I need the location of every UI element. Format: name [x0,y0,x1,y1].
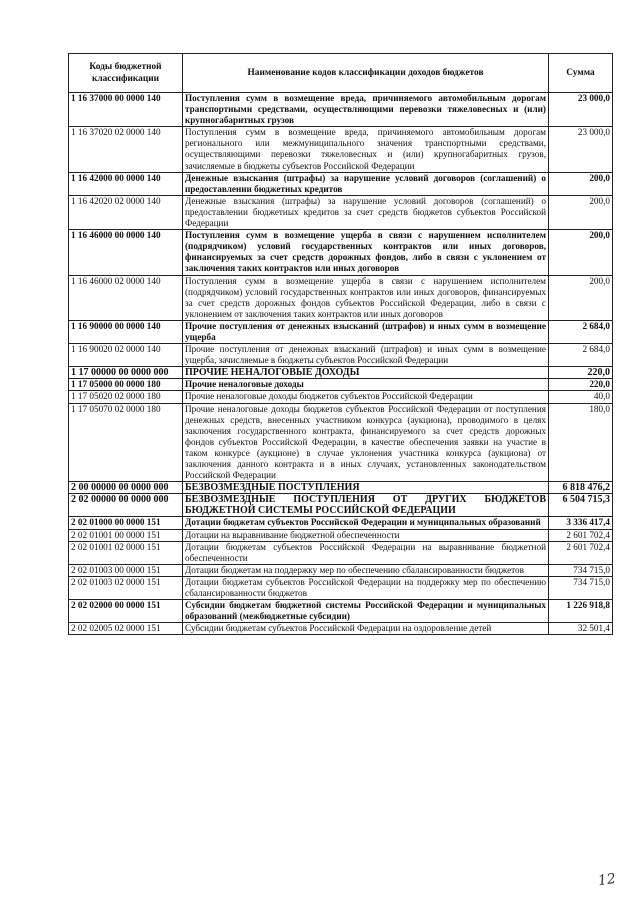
sum-cell: 734 715,0 [549,576,613,599]
header-sum: Сумма [549,54,613,93]
name-cell: Поступления сумм в возмещение ущерба в связи с нарушением исполнителем (подрядчиком) условий государственных контрактов или иных договоров, финансируемых за счет средств дорожных фондов субъектов Российской Федерации, либо в связи с уклонением от заключения таких контрактов или иных договоров [183,275,549,320]
code-cell: 2 02 00000 00 0000 000 [69,494,183,517]
code-cell: 2 02 02000 00 0000 151 [69,600,183,623]
sum-cell: 2 684,0 [549,320,613,343]
sum-cell: 734 715,0 [549,564,613,576]
code-cell: 1 16 37020 02 0000 140 [69,127,183,172]
name-cell: Дотации бюджетам на поддержку мер по обеспечению сбалансированности бюджетов [183,564,549,576]
code-cell: 2 02 01003 02 0000 151 [69,576,183,599]
table-row [69,623,613,635]
sum-cell: 23 000,0 [549,93,613,127]
name-cell: БЕЗВОЗМЕЗДНЫЕ ПОСТУПЛЕНИЯ [183,482,549,494]
sum-cell: 1 226 918,8 [549,600,613,623]
sum-cell: 6 818 476,2 [549,482,613,494]
name-cell: Прочие неналоговые доходы бюджетов субъектов Российской Федерации [183,391,549,403]
sum-cell: 200,0 [549,230,613,275]
code-cell: 1 16 46000 00 0000 140 [69,230,183,275]
sum-cell: 200,0 [549,172,613,195]
sum-cell: 2 601 702,4 [549,541,613,564]
name-cell: БЕЗВОЗМЕЗДНЫЕ ПОСТУПЛЕНИЯ ОТ ДРУГИХ БЮДЖЕТОВ БЮДЖЕТНОЙ СИСТЕМЫ РОССИЙСКОЙ ФЕДЕРАЦИИ [183,494,549,517]
name-cell: Дотации бюджетам субъектов Российской Федерации на поддержку мер по обеспечению сбалансированности бюджетов [183,576,549,599]
table-row [69,494,613,517]
name-cell: Дотации на выравнивание бюджетной обеспеченности [183,529,549,541]
sum-cell: 200,0 [549,195,613,229]
name-cell: Дотации бюджетам субъектов Российской Федерации и муниципальных образований [183,517,549,529]
table-header-row [69,54,613,93]
code-cell: 1 16 90020 02 0000 140 [69,344,183,367]
sum-cell: 3 336 417,4 [549,517,613,529]
sum-cell: 2 601 702,4 [549,529,613,541]
name-cell: Прочие поступления от денежных взысканий (штрафов) и иных сумм в возмещение ущерба, зачисляемые в бюджеты субъектов Российской Федерации [183,344,549,367]
table-row [69,93,613,127]
sum-cell: 200,0 [549,275,613,320]
table-body [69,93,613,635]
name-cell: Денежные взыскания (штрафы) за нарушение условий договоров (соглашений) о предоставлении бюджетных кредитов за счет средств бюджетов субъектов Российской Федерации [183,195,549,229]
name-cell: Субсидии бюджетам бюджетной системы Российской Федерации и муниципальных образований (межбюджетные субсидии) [183,600,549,623]
code-cell: 2 02 01003 00 0000 151 [69,564,183,576]
budget-revenue-table [68,53,613,635]
table-row [69,344,613,367]
code-cell: 1 17 05000 00 0000 180 [69,379,183,391]
table-row [69,379,613,391]
name-cell: Прочие неналоговые доходы бюджетов субъектов Российской Федерации от поступления денежных средств, внесенных участником конкурса (аукциона), проводимого в целях заключения государственного контракта, финансируемого за счет средств дорожных фондов субъектов Российской Федерации, в качестве обеспечения заявки на участие в таком конкурсе (аукционе) в случае уклонения участника конкурса (аукциона) от заключения данного контракта и в иных случаях, установленных законодательством Российской Федерации [183,403,549,482]
table-row [69,403,613,482]
code-cell: 2 02 01001 00 0000 151 [69,529,183,541]
table-row [69,230,613,275]
table-row [69,275,613,320]
table-row [69,195,613,229]
name-cell: Субсидии бюджетам субъектов Российской Федерации на оздоровление детей [183,623,549,635]
code-cell: 2 00 00000 00 0000 000 [69,482,183,494]
code-cell: 2 02 01001 02 0000 151 [69,541,183,564]
code-cell: 1 16 42020 02 0000 140 [69,195,183,229]
name-cell: Денежные взыскания (штрафы) за нарушение условий договоров (соглашений) о предоставлении бюджетных кредитов [183,172,549,195]
sum-cell: 23 000,0 [549,127,613,172]
sum-cell: 32 501,4 [549,623,613,635]
page-number: 12 [596,870,617,890]
name-cell: Поступления сумм в возмещение вреда, причиняемого автомобильным дорогам транспортными средствами, осуществляющими перевозки тяжеловесных и (или) крупногабаритных грузов [183,93,549,127]
table-row [69,367,613,379]
code-cell: 1 17 00000 00 0000 000 [69,367,183,379]
table-row [69,391,613,403]
table-row [69,576,613,599]
code-cell: 1 17 05020 02 0000 180 [69,391,183,403]
code-cell: 1 16 42000 00 0000 140 [69,172,183,195]
sum-cell: 220,0 [549,379,613,391]
name-cell: Дотации бюджетам субъектов Российской Федерации на выравнивание бюджетной обеспеченности [183,541,549,564]
code-cell: 1 17 05070 02 0000 180 [69,403,183,482]
name-cell: Поступления сумм в возмещение вреда, причиняемого автомобильным дорогам регионального или межмуниципального значения транспортными средствами, осуществляющими перевозки тяжеловесных и (или) крупногабаритных грузов, зачисляемые в бюджеты субъектов Российской Федерации [183,127,549,172]
table-row [69,482,613,494]
sum-cell: 40,0 [549,391,613,403]
table-row [69,320,613,343]
table-row [69,564,613,576]
sum-cell: 180,0 [549,403,613,482]
header-code: Коды бюджетной классификации [69,54,183,93]
name-cell: Поступления сумм в возмещение ущерба в связи с нарушением исполнителем (подрядчиком) условий государственных контрактов или иных договоров, финансируемых за счет средств дорожных фондов, либо в связи с уклонением от заключения таких контрактов или иных договоров [183,230,549,275]
table-row [69,517,613,529]
table-row [69,529,613,541]
table-row [69,600,613,623]
code-cell: 1 16 90000 00 0000 140 [69,320,183,343]
sum-cell: 2 684,0 [549,344,613,367]
table-row [69,172,613,195]
code-cell: 1 16 37000 00 0000 140 [69,93,183,127]
table-row [69,127,613,172]
code-cell: 2 02 01000 00 0000 151 [69,517,183,529]
sum-cell: 6 504 715,3 [549,494,613,517]
header-name: Наименование кодов классификации доходов бюджетов [183,54,549,93]
name-cell: Прочие неналоговые доходы [183,379,549,391]
code-cell: 1 16 46000 02 0000 140 [69,275,183,320]
name-cell: Прочие поступления от денежных взысканий (штрафов) и иных сумм в возмещение ущерба [183,320,549,343]
sum-cell: 220,0 [549,367,613,379]
code-cell: 2 02 02005 02 0000 151 [69,623,183,635]
table-row [69,541,613,564]
name-cell: ПРОЧИЕ НЕНАЛОГОВЫЕ ДОХОДЫ [183,367,549,379]
